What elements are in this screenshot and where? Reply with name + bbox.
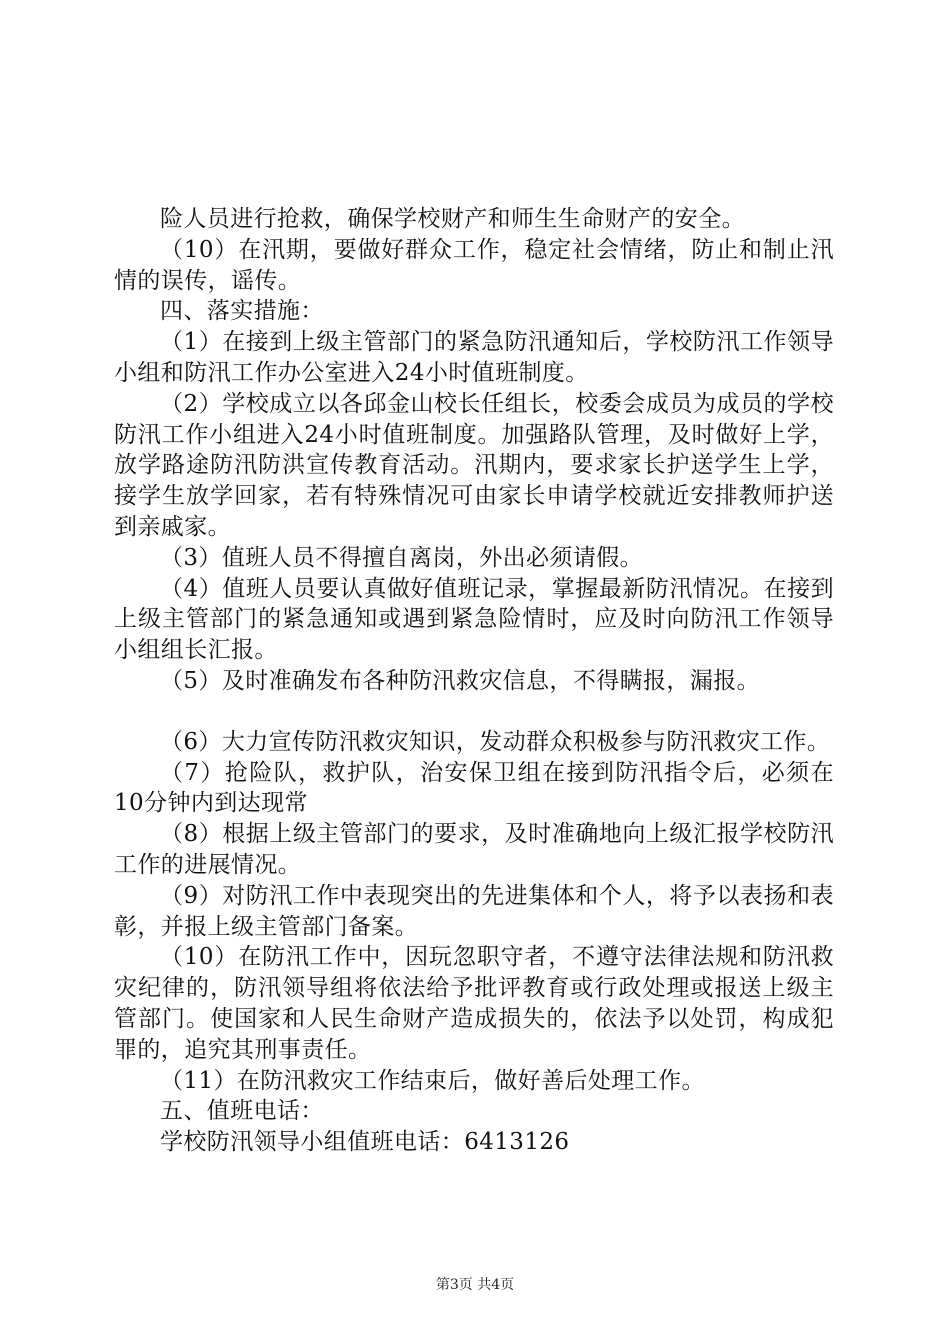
page-number-label: 第3页 共4页: [435, 1277, 515, 1293]
paragraph-measure-7: （7）抢险队，救护队，治安保卫组在接到防汛指令后，必须在10分钟内到达现常: [114, 759, 834, 817]
section-heading-measures: 四、落实措施：: [160, 298, 324, 325]
section-heading-duty-phone: 五、值班电话：: [160, 1098, 324, 1125]
paragraph-measure-1: （1）在接到上级主管部门的紧急防汛通知后，学校防汛工作领导小组和防汛工作办公室进入24小时值班制度。: [114, 329, 834, 386]
paragraph-measure-8: （8）根据上级主管部门的要求，及时准确地向上级汇报学校防汛工作的进展情况。: [114, 821, 834, 878]
paragraph-measure-4: （4）值班人员要认真做好值班记录，掌握最新防汛情况。在接到上级主管部门的紧急通知或遇到紧急险情时，应及时向防汛工作领导小组组长汇报。: [114, 575, 834, 664]
paragraph-measure-10: （10）在防汛工作中，因玩忽职守者，不遵守法律法规和防汛救灾纪律的，防汛领导组将依法给予批评教育或行政处理或报送上级主管部门。使国家和人民生命财产造成损失的，依法予以处罚，构成犯罪的，追究其刑事责任。: [114, 944, 834, 1063]
paragraph-measure-9: （9）对防汛工作中表现突出的先进集体和个人，将予以表扬和表彰，并报上级主管部门备案。: [114, 882, 834, 940]
paragraph-rescue-continuation: 险人员进行抢救，确保学校财产和师生生命财产的安全。: [160, 206, 745, 232]
page-footer: [0, 1276, 950, 1294]
duty-phone-line: 学校防汛领导小组值班电话：6413126: [160, 1129, 570, 1156]
paragraph-item-10-mass-work: （10）在汛期，要做好群众工作，稳定社会情绪，防止和制止汛情的误传，谣传。: [114, 236, 834, 294]
paragraph-measure-11: （11）在防汛救灾工作结束后，做好善后处理工作。: [160, 1067, 705, 1094]
paragraph-measure-5: （5）及时准确发布各种防汛救灾信息，不得瞒报，漏报。: [160, 667, 761, 694]
paragraph-measure-6: （6）大力宣传防汛救灾知识，发动群众积极参与防汛救灾工作。: [160, 728, 831, 755]
paragraph-measure-2: （2）学校成立以各邱金山校长任组长，校委会成员为成员的学校防汛工作小组进入24小时值班制度。加强路队管理，及时做好上学，放学路途防汛防洪宣传教育活动。汛期内，要求家长护送学生上学，接学生放学回家，若有特殊情况可由家长申请学校就近安排教师护送到亲戚家。: [114, 390, 834, 540]
document-body: [114, 204, 834, 1158]
paragraph-measure-3: （3）值班人员不得擅自离岗，外出必须请假。: [160, 544, 644, 571]
